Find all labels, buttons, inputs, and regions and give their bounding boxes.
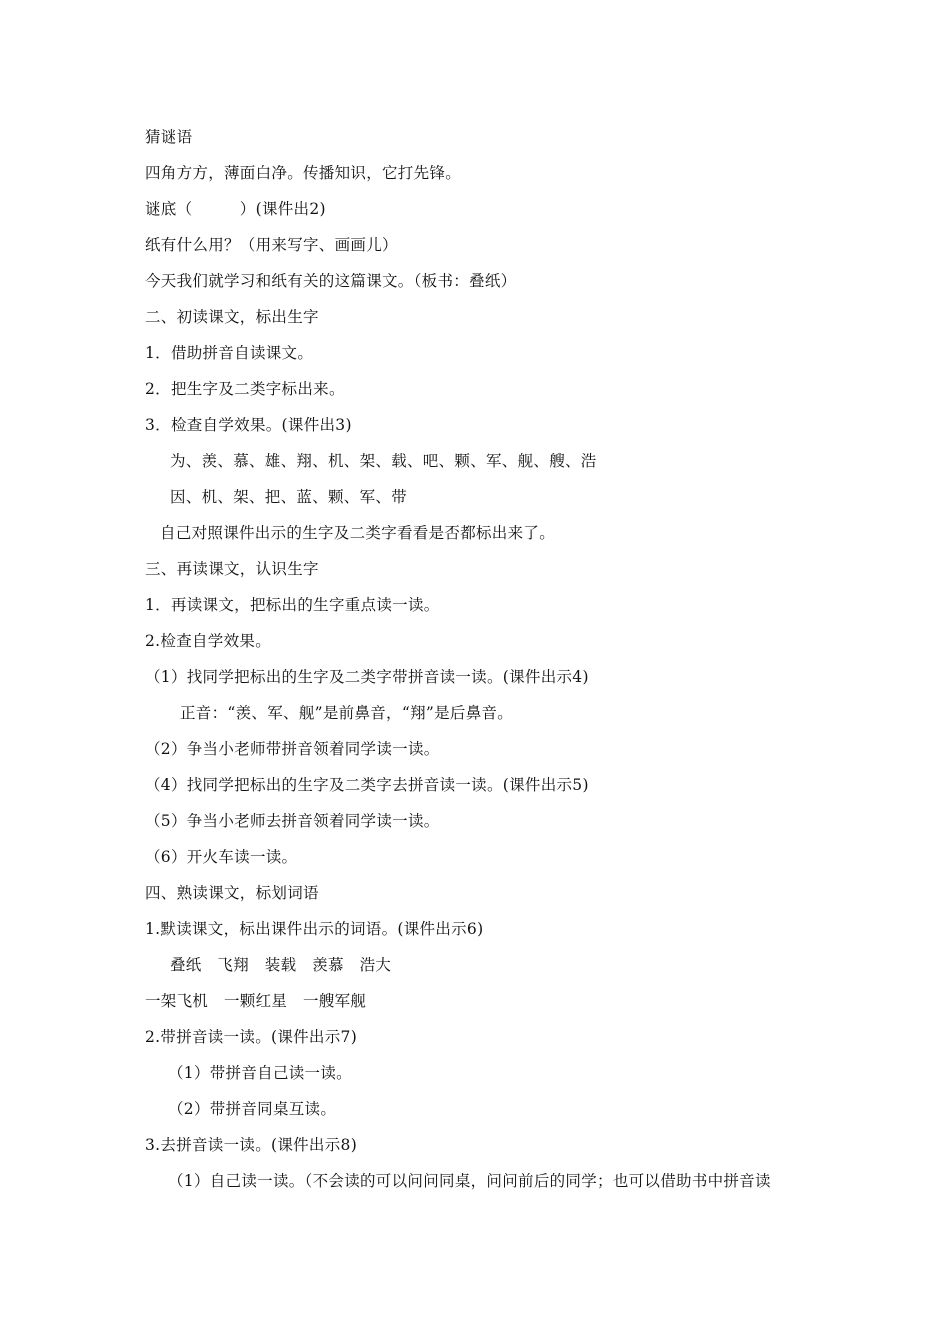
word-list: 叠纸 飞翔 装载 羡慕 浩大 (170, 956, 392, 974)
step-line: 2．把生字及二类字标出来。 (145, 380, 345, 398)
sub-step-line: （2）带拼音同桌互读。 (168, 1100, 337, 1118)
lesson-intro: 今天我们就学习和纸有关的这篇课文。（板书：叠纸） (145, 272, 517, 290)
step-line: 1.默读课文，标出课件出示的词语。(课件出示6) (145, 920, 484, 938)
sub-step-line: （2）争当小老师带拼音领着同学读一读。 (145, 740, 440, 758)
step-line: 1．再读课文，把标出的生字重点读一读。 (145, 596, 440, 614)
step-line: 2.检查自学效果。 (145, 632, 271, 650)
sub-step-line: （1）自己读一读。（不会读的可以问问同桌，问问前后的同学；也可以借助书中拼音读 (168, 1172, 771, 1190)
self-check-note: 自己对照课件出示的生字及二类字看看是否都标出来了。 (160, 524, 556, 542)
sub-step-line: （1）找同学把标出的生字及二类字带拼音读一读。(课件出示4) (145, 668, 589, 686)
sub-step-line: （1）带拼音自己读一读。 (168, 1064, 352, 1082)
pronunciation-note: 正音：“羡、军、舰”是前鼻音，“翔”是后鼻音。 (180, 704, 514, 722)
step-line: 3．检查自学效果。(课件出3) (145, 416, 352, 434)
section-heading-3: 三、再读课文，认识生字 (145, 560, 319, 578)
step-line: 2.带拼音读一读。(课件出示7) (145, 1028, 358, 1046)
word-list: 一架飞机 一颗红星 一艘军舰 (145, 992, 367, 1010)
riddle-text: 四角方方，薄面白净。传播知识，它打先锋。 (145, 164, 462, 182)
sub-step-line: （6）开火车读一读。 (145, 848, 298, 866)
section-heading-4: 四、熟读课文，标划词语 (145, 884, 319, 902)
character-list: 为、羡、慕、雄、翔、机、架、载、吧、颗、军、舰、艘、浩 (170, 452, 597, 470)
sub-step-line: （5）争当小老师去拼音领着同学读一读。 (145, 812, 440, 830)
section-heading-2: 二、初读课文，标出生字 (145, 308, 319, 326)
paper-use-question: 纸有什么用？（用来写字、画画儿） (145, 236, 398, 254)
step-line: 1．借助拼音自读课文。 (145, 344, 314, 362)
heading-riddle: 猜谜语 (145, 128, 193, 146)
step-line: 3.去拼音读一读。(课件出示8) (145, 1136, 358, 1154)
riddle-answer: 谜底（ ）(课件出2) (145, 200, 326, 218)
character-list: 因、机、架、把、蓝、颗、军、带 (170, 488, 408, 506)
sub-step-line: （4）找同学把标出的生字及二类字去拼音读一读。(课件出示5) (145, 776, 589, 794)
